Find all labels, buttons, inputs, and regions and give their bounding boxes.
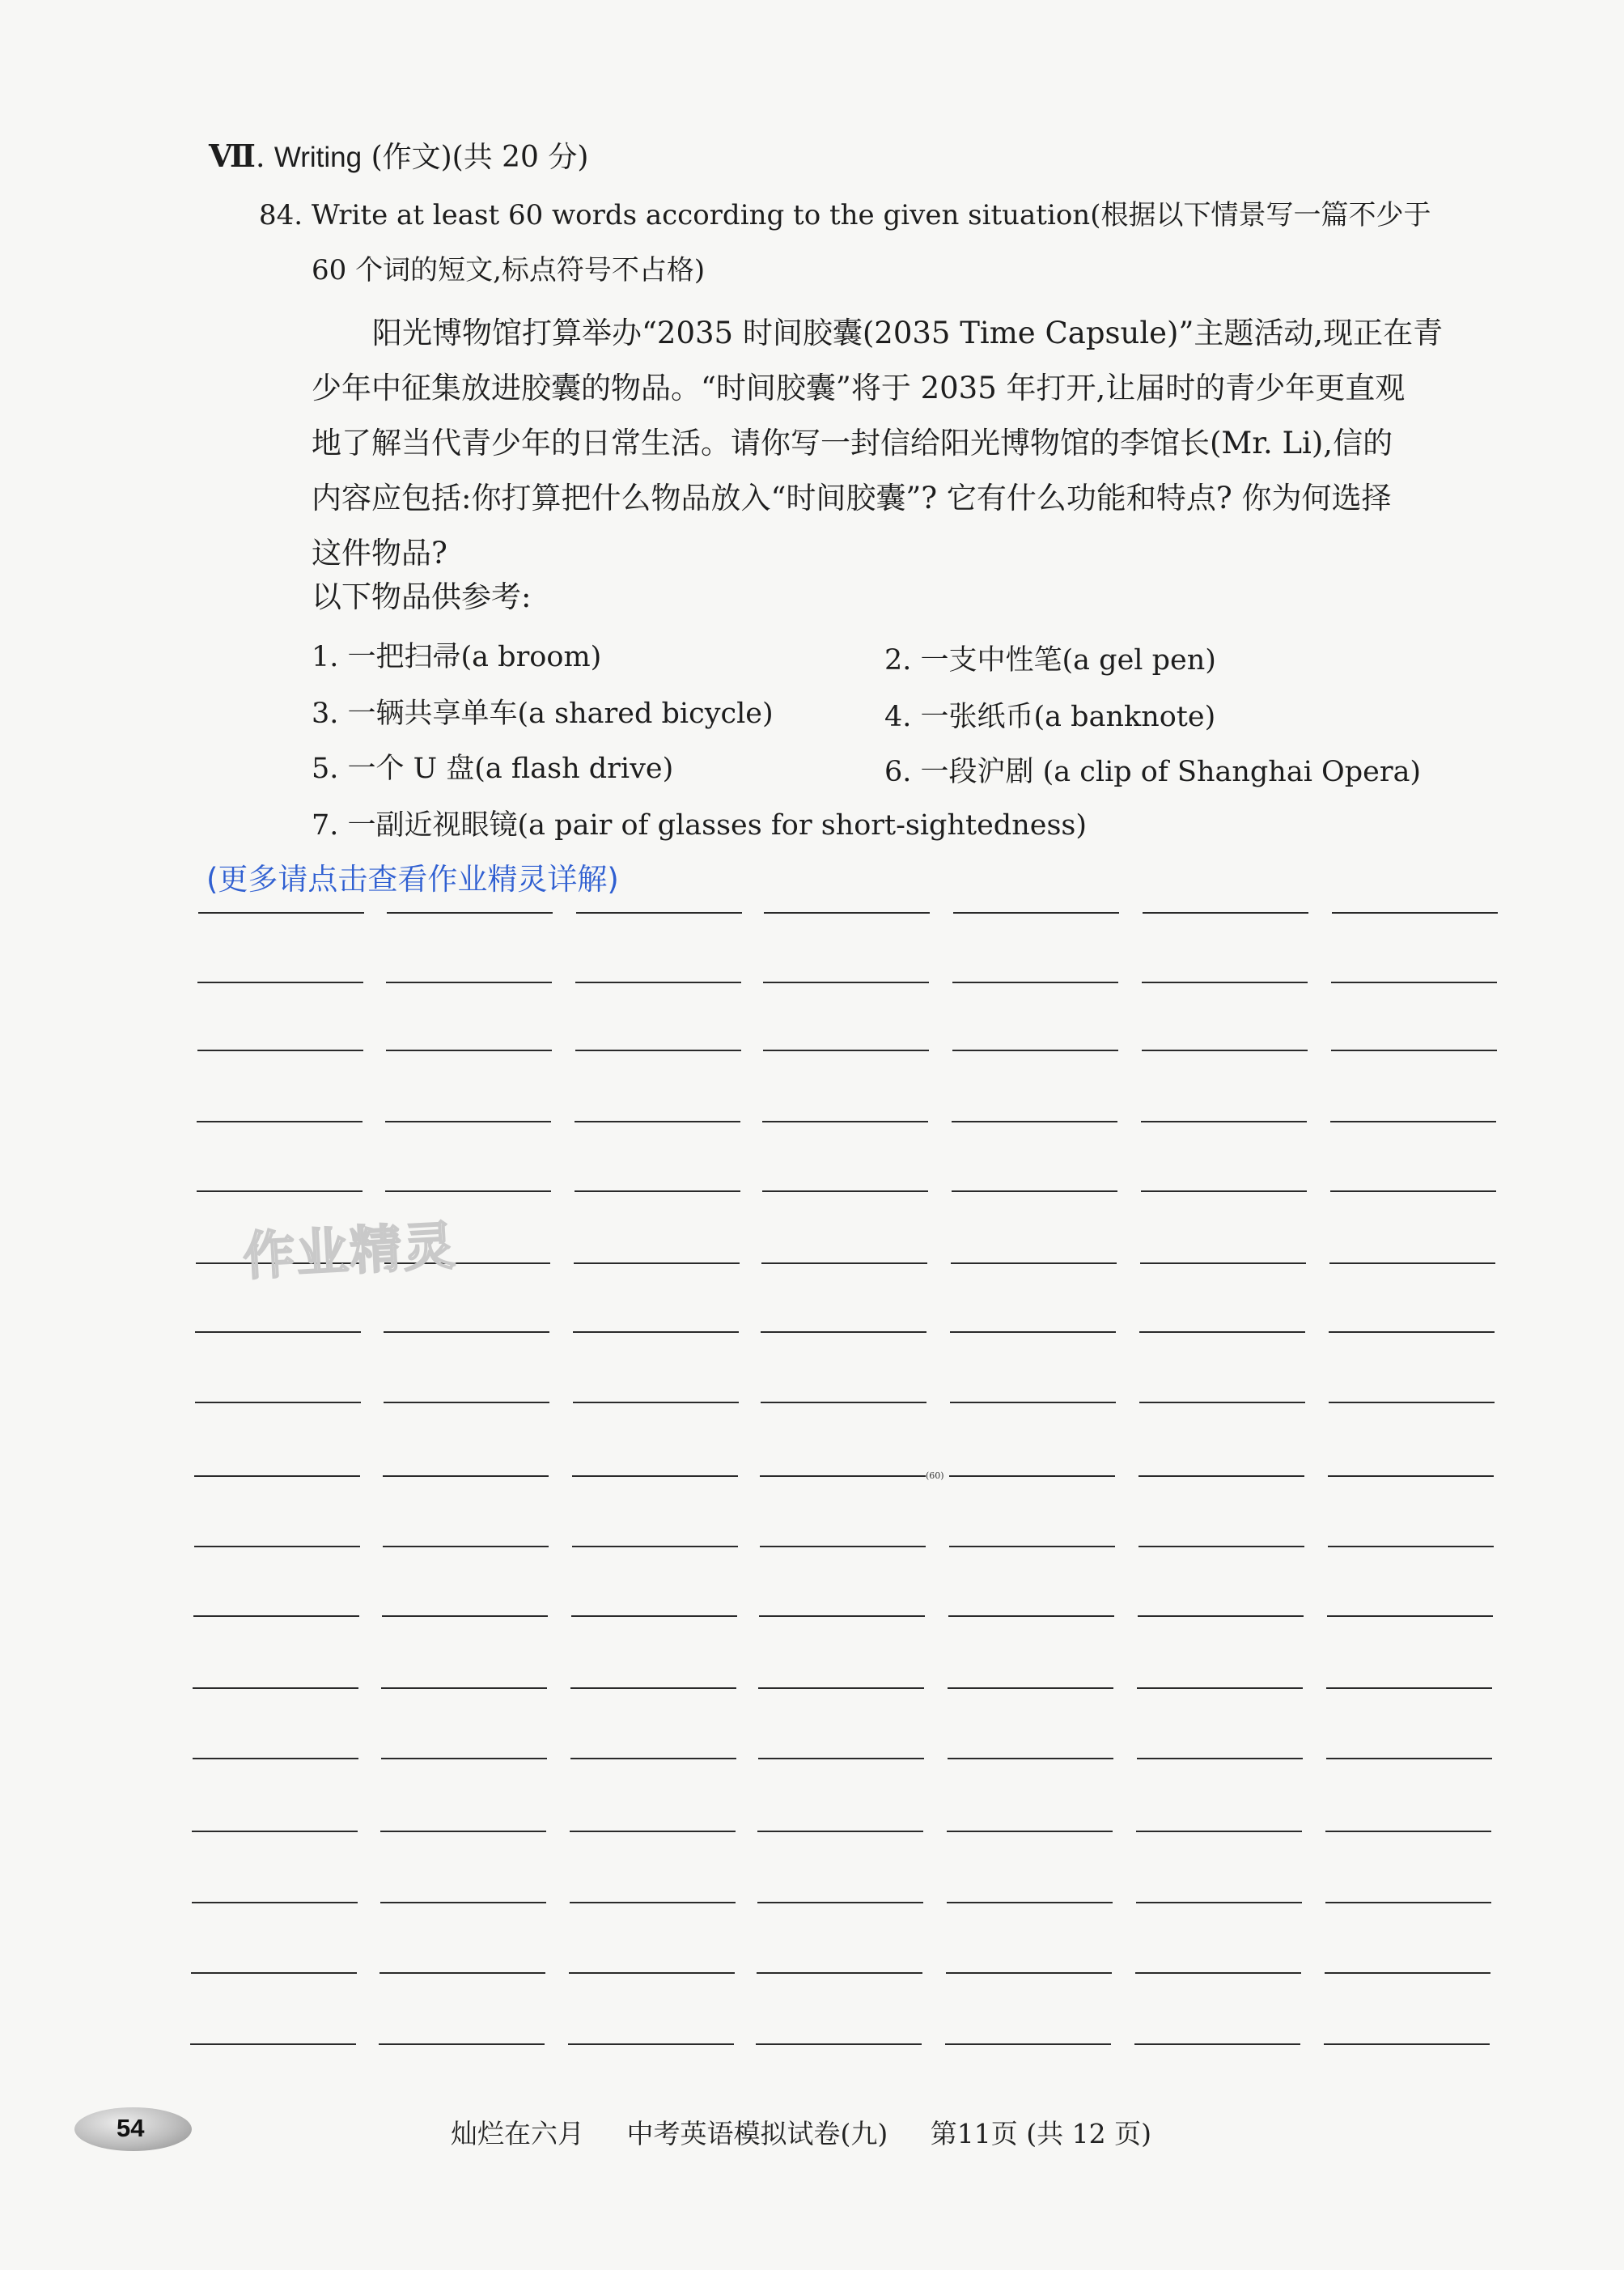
answer-blank-line bbox=[1326, 1687, 1492, 1689]
answer-blank-line bbox=[948, 1687, 1113, 1689]
answer-blank-line bbox=[384, 1331, 549, 1333]
answer-blank-line bbox=[758, 1687, 924, 1689]
answer-blank-line bbox=[952, 1121, 1117, 1122]
answer-blank-line bbox=[1138, 1546, 1304, 1547]
answer-blank-line bbox=[570, 1758, 736, 1759]
answer-blank-line bbox=[952, 1050, 1118, 1051]
section-title: Ⅶ. Writing (作文)(共 20 分) bbox=[209, 138, 589, 174]
answer-blank-line bbox=[575, 982, 741, 983]
answer-blank-line bbox=[193, 1687, 358, 1689]
answer-blank-line bbox=[380, 1902, 546, 1903]
answer-blank-line bbox=[571, 1615, 737, 1617]
answer-blank-line bbox=[1328, 1546, 1494, 1547]
page-number-badge bbox=[74, 2107, 192, 2151]
answer-blank-line bbox=[1136, 1902, 1302, 1903]
answer-blank-line bbox=[1142, 982, 1308, 983]
answer-blank-line bbox=[1332, 912, 1498, 914]
answer-blank-line bbox=[575, 1121, 740, 1122]
answer-blank-line bbox=[197, 1050, 363, 1051]
answer-blank-line bbox=[953, 912, 1119, 914]
answer-blank-line bbox=[190, 2043, 356, 2045]
answer-blank-line bbox=[951, 1262, 1117, 1264]
answer-blank-line bbox=[1329, 1402, 1495, 1403]
detail-link[interactable]: (更多请点击查看作业精灵详解) bbox=[206, 862, 619, 897]
footer-paper: 中考英语模拟试卷(九) bbox=[626, 2118, 888, 2149]
answer-blank-line bbox=[952, 982, 1118, 983]
page-number: 54 bbox=[117, 2114, 145, 2142]
answer-blank-line bbox=[380, 1831, 546, 1832]
answer-blank-line bbox=[194, 1475, 360, 1477]
answer-blank-line bbox=[573, 1331, 739, 1333]
answer-blank-line bbox=[948, 1758, 1113, 1759]
option-item: 4. 一张纸币(a banknote) bbox=[884, 701, 1216, 733]
option-item: 1. 一把扫帚(a broom) bbox=[312, 641, 602, 673]
answer-blank-line bbox=[1327, 1615, 1493, 1617]
section-name: Writing bbox=[273, 142, 363, 173]
answer-blank-line bbox=[197, 1121, 363, 1122]
answer-blank-line bbox=[192, 1902, 358, 1903]
watermark: 作业精灵 bbox=[241, 1216, 459, 1288]
answer-blank-line bbox=[1138, 1615, 1304, 1617]
answer-blank-line bbox=[1141, 1190, 1307, 1192]
answer-blank-line bbox=[385, 1190, 551, 1192]
paragraph-line: 少年中征集放进胶囊的物品。“时间胶囊”将于 2035 年打开,让届时的青少年更直观 bbox=[312, 371, 1406, 405]
answer-blank-line bbox=[760, 1546, 926, 1547]
answer-blank-line bbox=[1329, 1331, 1495, 1333]
answer-blank-line bbox=[764, 912, 930, 914]
answer-blank-line bbox=[763, 982, 929, 983]
answer-blank-line bbox=[1330, 1121, 1496, 1122]
answer-blank-line bbox=[949, 1475, 1115, 1477]
answer-blank-line bbox=[760, 1475, 926, 1477]
answer-blank-line bbox=[950, 1331, 1116, 1333]
answer-blank-line bbox=[1138, 1475, 1304, 1477]
answer-blank-line bbox=[1331, 982, 1497, 983]
answer-blank-line bbox=[761, 1331, 926, 1333]
answer-blank-line bbox=[193, 1615, 359, 1617]
answer-blank-line bbox=[1143, 912, 1308, 914]
answer-blank-line bbox=[1140, 1262, 1306, 1264]
answer-blank-line bbox=[1139, 1402, 1305, 1403]
question-prompt: 84. Write at least 60 words according to the given situation(根据以下情景写一篇不少于 bbox=[259, 199, 1431, 231]
answer-blank-line bbox=[758, 1758, 924, 1759]
reference-title: 以下物品供参考: bbox=[312, 579, 532, 614]
answer-blank-line bbox=[946, 1972, 1112, 1974]
answer-blank-line bbox=[759, 1615, 925, 1617]
footer-book: 灿烂在六月 bbox=[451, 2118, 584, 2149]
option-item: 2. 一支中性笔(a gel pen) bbox=[884, 644, 1216, 677]
answer-blank-line bbox=[1135, 1972, 1301, 1974]
answer-blank-line bbox=[1137, 1758, 1303, 1759]
answer-blank-line bbox=[379, 1972, 545, 1974]
answer-blank-line bbox=[197, 982, 363, 983]
answer-blank-line bbox=[192, 1831, 358, 1832]
question-prompt-cont: 60 个词的短文,标点符号不占格) bbox=[312, 254, 706, 286]
word-count-mark: (60) bbox=[926, 1470, 944, 1481]
situation-paragraph bbox=[312, 306, 1509, 581]
answer-blank-line bbox=[570, 1687, 736, 1689]
answer-blank-line bbox=[952, 1190, 1117, 1192]
answer-blank-line bbox=[386, 982, 552, 983]
answer-blank-line bbox=[757, 1972, 922, 1974]
answer-blank-line bbox=[1325, 1972, 1490, 1974]
answer-blank-line bbox=[763, 1050, 929, 1051]
answer-blank-line bbox=[1136, 1831, 1302, 1832]
answer-blank-line bbox=[757, 1902, 923, 1903]
footer-page: 第11页 (共 12 页) bbox=[930, 2118, 1151, 2149]
option-item: 5. 一个 U 盘(a flash drive) bbox=[312, 753, 674, 785]
answer-blank-line bbox=[762, 1121, 928, 1122]
paragraph-line: 地了解当代青少年的日常生活。请你写一封信给阳光博物馆的李馆长(Mr. Li),信的 bbox=[312, 426, 1393, 460]
answer-blank-line bbox=[574, 1262, 740, 1264]
answer-blank-line bbox=[193, 1758, 358, 1759]
answer-blank-line bbox=[1326, 1758, 1492, 1759]
answer-blank-line bbox=[382, 1615, 548, 1617]
answer-blank-line bbox=[1328, 1475, 1494, 1477]
answer-blank-line bbox=[575, 1050, 741, 1051]
answer-blank-line bbox=[386, 1050, 552, 1051]
answer-blank-line bbox=[1324, 2043, 1490, 2045]
answer-blank-line bbox=[1329, 1262, 1495, 1264]
answer-blank-line bbox=[387, 912, 553, 914]
answer-blank-line bbox=[198, 912, 364, 914]
answer-blank-line bbox=[381, 1687, 547, 1689]
answer-blank-line bbox=[1330, 1190, 1496, 1192]
answer-blank-line bbox=[1325, 1902, 1491, 1903]
answer-blank-line bbox=[568, 2043, 734, 2045]
answer-blank-line bbox=[762, 1190, 928, 1192]
page-footer bbox=[451, 2116, 1185, 2152]
answer-blank-line bbox=[948, 1615, 1114, 1617]
answer-blank-line bbox=[379, 2043, 545, 2045]
option-item: 3. 一辆共享单车(a shared bicycle) bbox=[312, 698, 774, 730]
answer-blank-line bbox=[947, 1831, 1113, 1832]
answer-blank-line bbox=[949, 1546, 1115, 1547]
answer-blank-line bbox=[572, 1546, 738, 1547]
answer-blank-line bbox=[950, 1402, 1116, 1403]
answer-blank-line bbox=[197, 1190, 363, 1192]
answer-blank-line bbox=[757, 1831, 923, 1832]
answer-blank-line bbox=[569, 1972, 735, 1974]
answer-blank-line bbox=[761, 1402, 926, 1403]
option-item: 6. 一段沪剧 (a clip of Shanghai Opera) bbox=[884, 756, 1422, 788]
answer-blank-line bbox=[1139, 1331, 1305, 1333]
answer-blank-line bbox=[756, 2043, 922, 2045]
answer-blank-line bbox=[191, 1972, 357, 1974]
answer-blank-line bbox=[1141, 1121, 1307, 1122]
answer-blank-line bbox=[383, 1546, 549, 1547]
answer-blank-line bbox=[570, 1831, 736, 1832]
answer-blank-line bbox=[572, 1475, 738, 1477]
section-suffix: (作文)(共 20 分) bbox=[371, 141, 589, 174]
answer-blank-line bbox=[573, 1402, 739, 1403]
paragraph-line: 阳光博物馆打算举办“2035 时间胶囊(2035 Time Capsule)”主题活动,现正在青 bbox=[372, 316, 1444, 350]
answer-blank-line bbox=[384, 1402, 549, 1403]
answer-blank-line bbox=[1142, 1050, 1308, 1051]
answer-blank-line bbox=[195, 1331, 361, 1333]
answer-blank-line bbox=[1325, 1831, 1491, 1832]
answer-blank-line bbox=[195, 1402, 361, 1403]
option-item: 7. 一副近视眼镜(a pair of glasses for short-sightedness) bbox=[312, 809, 1088, 842]
answer-blank-line bbox=[381, 1758, 547, 1759]
section-numeral: Ⅶ bbox=[209, 138, 256, 174]
answer-blank-line bbox=[947, 1902, 1113, 1903]
paragraph-line: 这件物品? bbox=[312, 536, 447, 571]
answer-blank-line bbox=[1331, 1050, 1497, 1051]
answer-blank-line bbox=[194, 1546, 360, 1547]
answer-blank-line bbox=[575, 1190, 740, 1192]
paragraph-line: 内容应包括:你打算把什么物品放入“时间胶囊”? 它有什么功能和特点? 你为何选择 bbox=[312, 481, 1392, 516]
answer-blank-line bbox=[383, 1475, 549, 1477]
answer-blank-line bbox=[576, 912, 742, 914]
answer-blank-line bbox=[945, 2043, 1111, 2045]
answer-blank-line bbox=[385, 1121, 551, 1122]
answer-blank-line bbox=[1137, 1687, 1303, 1689]
answer-blank-line bbox=[761, 1262, 927, 1264]
answer-blank-line bbox=[1134, 2043, 1300, 2045]
answer-blank-line bbox=[570, 1902, 736, 1903]
